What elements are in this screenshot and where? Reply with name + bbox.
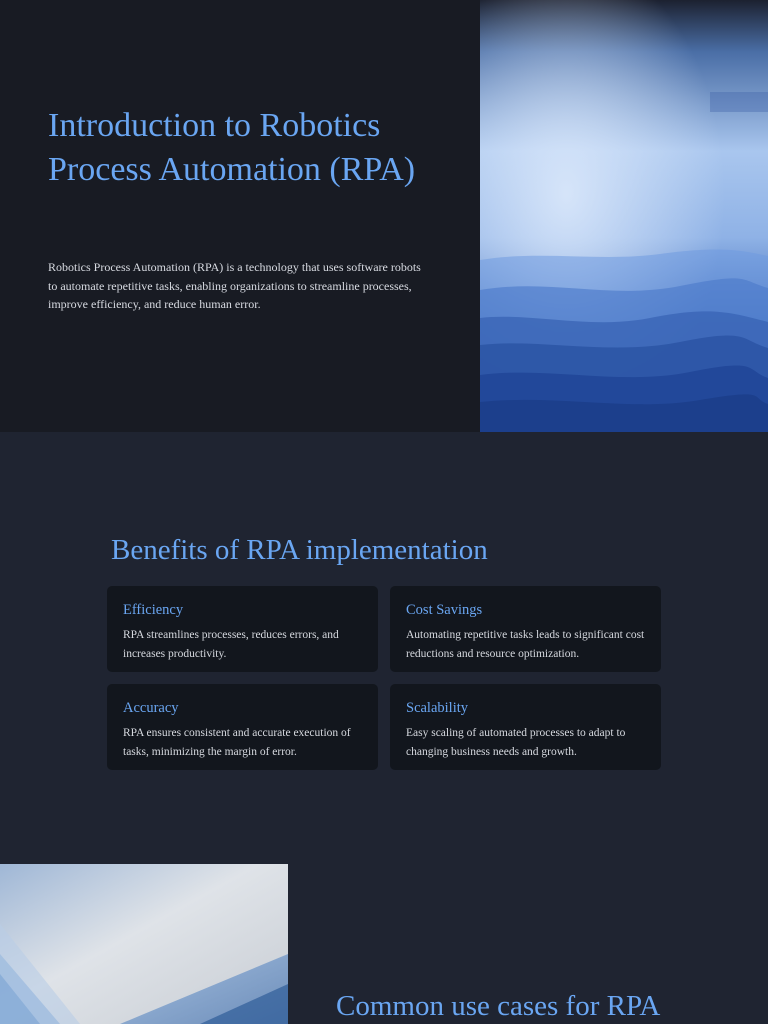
benefit-card-title: Accuracy (123, 700, 179, 716)
benefit-card-title: Cost Savings (406, 602, 483, 618)
benefit-card-description: RPA ensures consistent and accurate execution of tasks, minimizing the margin of error. (123, 727, 351, 758)
benefit-card-scalability (390, 684, 661, 770)
usecases-title: Common use cases for RPA (336, 990, 661, 1022)
benefit-card-title: Efficiency (123, 602, 184, 618)
intro-text-block (48, 104, 448, 314)
benefit-card-description: RPA streamlines processes, reduces errors, and increases productivity. (123, 629, 339, 660)
benefit-card-description: Automating repetitive tasks leads to significant cost reductions and resource optimization. (406, 629, 645, 660)
benefit-card-description: Easy scaling of automated processes to adapt to changing business needs and growth. (406, 727, 626, 758)
usecases-section (0, 864, 768, 1024)
benefits-title: Benefits of RPA implementation (111, 534, 488, 566)
benefit-card-cost-savings (390, 586, 661, 672)
intro-title: Introduction to Robotics Process Automation (RPA) (48, 107, 416, 188)
intro-description: Robotics Process Automation (RPA) is a technology that uses software robots to automate repetitive tasks, enabling organizations to streamline processes, improve efficiency, and reduce human error. (48, 260, 421, 311)
abstract-silver-blue-image (0, 864, 288, 1024)
benefits-section (0, 432, 768, 864)
abstract-blue-waves-image (480, 0, 768, 432)
intro-section (0, 0, 768, 432)
benefit-card-accuracy (107, 684, 378, 770)
benefit-card-title: Scalability (406, 700, 469, 716)
benefit-card-efficiency (107, 586, 378, 672)
